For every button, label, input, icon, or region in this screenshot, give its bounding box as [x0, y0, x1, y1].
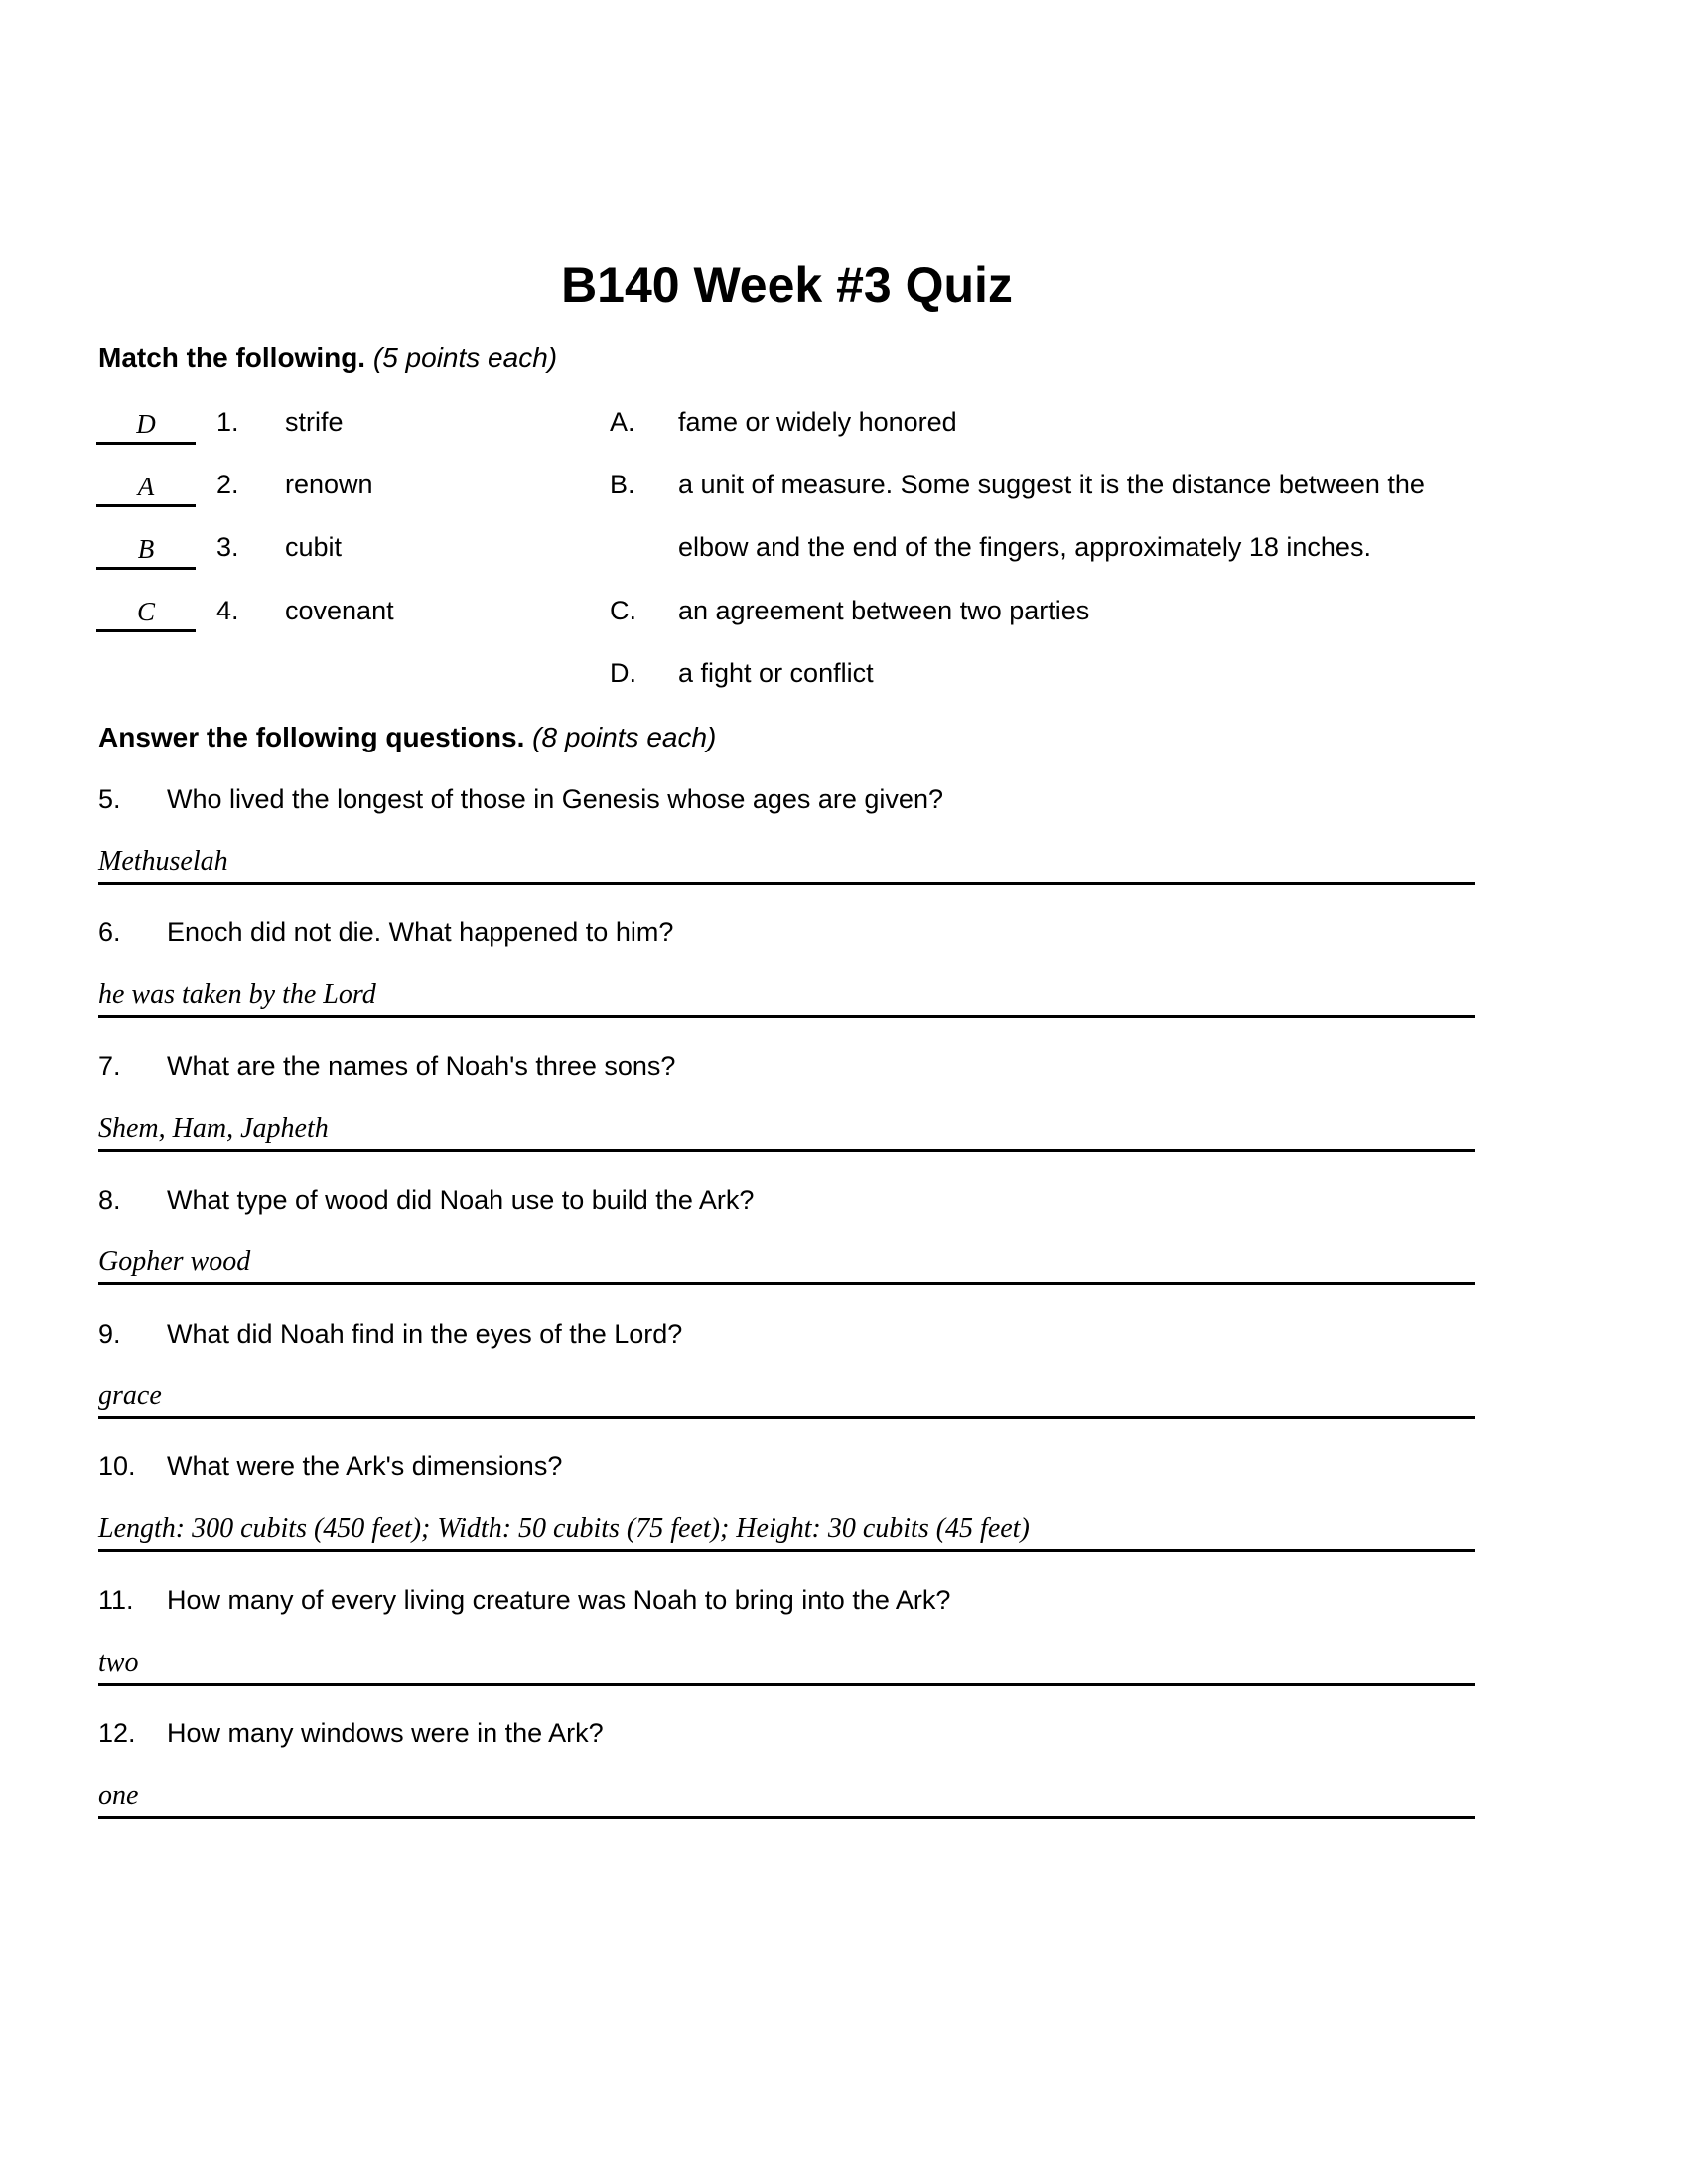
option-letter: D.	[610, 658, 636, 688]
matching-points: (5 points each)	[372, 342, 558, 373]
option-text-continued: elbow and the end of the fingers, approximately 18 inches.	[678, 532, 1371, 562]
question-text: How many windows were in the Ark?	[167, 1718, 604, 1748]
question-number: 7.	[98, 1051, 121, 1081]
option-text: fame or widely honored	[678, 407, 957, 437]
questions-heading	[98, 722, 716, 753]
option-text: a fight or conflict	[678, 658, 874, 688]
answer-line	[98, 882, 1475, 885]
match-answer-blank[interactable]: D	[96, 406, 196, 445]
answer-text[interactable]: two	[98, 1647, 139, 1678]
option-text: a unit of measure. Some suggest it is the distance between the	[678, 470, 1425, 499]
option-letter: B.	[610, 470, 635, 499]
answer-text[interactable]: he was taken by the Lord	[98, 979, 376, 1010]
question-number: 8.	[98, 1185, 121, 1215]
question-text: What are the names of Noah's three sons?	[167, 1051, 676, 1081]
match-answer-blank[interactable]: A	[96, 469, 196, 507]
question-text: Who lived the longest of those in Genesis whose ages are given?	[167, 784, 943, 814]
question-number: 6.	[98, 917, 121, 947]
answer-line	[98, 1549, 1475, 1552]
answer-line	[98, 1015, 1475, 1018]
option-letter: A.	[610, 407, 635, 437]
answer-line	[98, 1149, 1475, 1152]
question-text: Enoch did not die. What happened to him?	[167, 917, 674, 947]
question-text: What were the Ark's dimensions?	[167, 1451, 563, 1481]
option-text: an agreement between two parties	[678, 596, 1090, 625]
answer-text[interactable]: Length: 300 cubits (450 feet); Width: 50 cubits (75 feet); Height: 30 cubits (45 feet)	[98, 1513, 1030, 1544]
answer-text[interactable]: one	[98, 1780, 139, 1811]
question-number: 5.	[98, 784, 121, 814]
answer-text[interactable]: Gopher wood	[98, 1246, 251, 1277]
question-number: 9.	[98, 1319, 121, 1349]
answer-line	[98, 1416, 1475, 1419]
answer-text[interactable]: Methuselah	[98, 846, 228, 877]
match-term: cubit	[285, 532, 343, 562]
question-text: How many of every living creature was Noah to bring into the Ark?	[167, 1585, 951, 1615]
match-number: 2.	[216, 470, 239, 499]
answer-text[interactable]: Shem, Ham, Japheth	[98, 1113, 329, 1144]
answer-line	[98, 1282, 1475, 1285]
match-number: 4.	[216, 596, 239, 625]
match-answer-blank[interactable]: C	[96, 594, 196, 632]
match-answer-blank[interactable]: B	[96, 531, 196, 570]
page-title: B140 Week #3 Quiz	[561, 257, 1013, 313]
match-number: 3.	[216, 532, 239, 562]
question-number: 12.	[98, 1718, 136, 1748]
matching-heading	[98, 342, 557, 374]
questions-heading-label: Answer the following questions.	[98, 722, 525, 752]
question-number: 11.	[98, 1585, 134, 1615]
matching-heading-label: Match the following.	[98, 342, 366, 373]
match-term: renown	[285, 470, 373, 499]
answer-text[interactable]: grace	[98, 1380, 162, 1411]
match-term: strife	[285, 407, 344, 437]
question-number: 10.	[98, 1451, 136, 1481]
questions-points: (8 points each)	[532, 722, 717, 752]
match-term: covenant	[285, 596, 394, 625]
option-letter: C.	[610, 596, 636, 625]
match-number: 1.	[216, 407, 239, 437]
question-text: What did Noah find in the eyes of the Lord?	[167, 1319, 683, 1349]
answer-line	[98, 1683, 1475, 1686]
question-text: What type of wood did Noah use to build the Ark?	[167, 1185, 755, 1215]
answer-line	[98, 1816, 1475, 1819]
